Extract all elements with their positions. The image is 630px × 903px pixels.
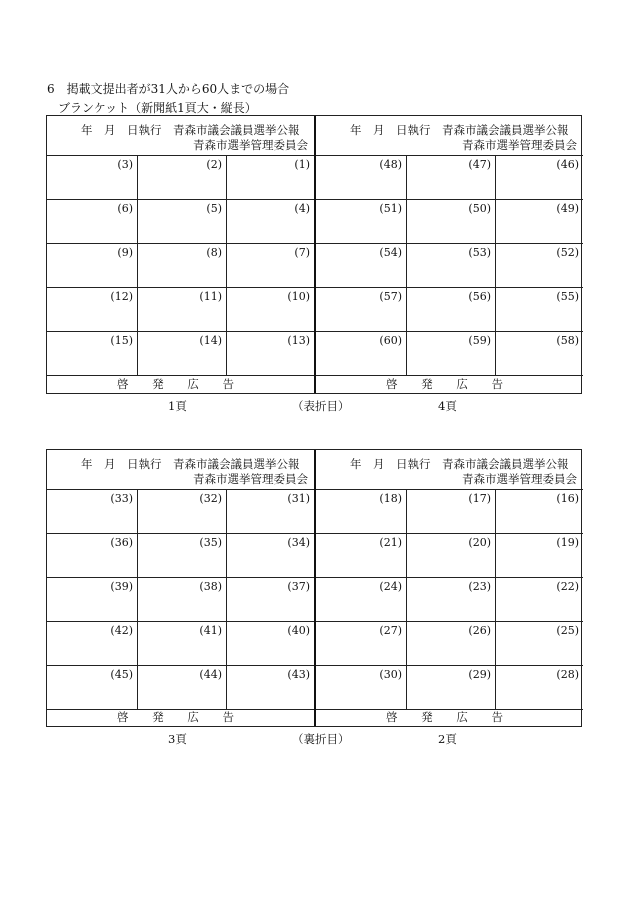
bulletin-header (316, 450, 583, 490)
candidate-slot (47, 155, 137, 199)
candidate-slot (226, 665, 314, 709)
candidate-slot (316, 287, 406, 331)
candidate-slot (495, 621, 583, 665)
half-left (47, 450, 314, 726)
slot-number: (11) (199, 290, 222, 303)
slot-number: (51) (379, 202, 402, 215)
candidate-slot (137, 665, 226, 709)
slot-number: (30) (379, 668, 402, 681)
candidate-slot (495, 199, 583, 243)
slot-number: (44) (199, 668, 222, 681)
slot-grid (47, 155, 314, 376)
bulletin-header (47, 450, 314, 490)
candidate-slot (316, 243, 406, 287)
slot-row (47, 199, 314, 244)
candidate-slot (406, 533, 495, 577)
slot-row (316, 577, 583, 622)
candidate-slot (406, 489, 495, 533)
slot-number: (33) (110, 492, 133, 505)
slot-row (316, 199, 583, 244)
candidate-slot (495, 243, 583, 287)
slot-grid (47, 489, 314, 710)
candidate-slot (226, 199, 314, 243)
page-label-right: 2頁 (438, 732, 457, 746)
slot-number: (46) (556, 158, 579, 171)
header-title: 年 月 日執行 青森市議会議員選挙公報 (350, 457, 569, 471)
slot-row (47, 533, 314, 578)
candidate-slot (316, 665, 406, 709)
candidate-slot (226, 533, 314, 577)
candidate-slot (316, 621, 406, 665)
slot-number: (18) (379, 492, 402, 505)
slot-row (316, 155, 583, 200)
candidate-slot (137, 489, 226, 533)
candidate-slot (226, 489, 314, 533)
slot-row (316, 489, 583, 534)
slot-number: (58) (556, 334, 579, 347)
slot-number: (6) (117, 202, 133, 215)
slot-row (47, 665, 314, 710)
candidate-slot (137, 331, 226, 375)
header-title: 年 月 日執行 青森市議会議員選挙公報 (81, 457, 300, 471)
candidate-slot (406, 665, 495, 709)
slot-row (316, 621, 583, 666)
header-issuer: 青森市選挙管理委員会 (193, 472, 308, 486)
slot-row (47, 243, 314, 288)
slot-row (316, 331, 583, 376)
sheet-back (46, 449, 582, 727)
candidate-slot (406, 243, 495, 287)
candidate-slot (316, 331, 406, 375)
slot-number: (36) (110, 536, 133, 549)
header-issuer: 青森市選挙管理委員会 (462, 472, 577, 486)
public-awareness-ad: 啓 発 広 告 (386, 377, 513, 391)
candidate-slot (495, 665, 583, 709)
candidate-slot (47, 199, 137, 243)
candidate-slot (226, 577, 314, 621)
public-awareness-ad: 啓 発 広 告 (386, 710, 513, 724)
slot-number: (8) (206, 246, 222, 259)
slot-number: (31) (287, 492, 310, 505)
candidate-slot (226, 331, 314, 375)
candidate-slot (137, 155, 226, 199)
fold-label: （裏折目） (292, 732, 350, 746)
candidate-slot (316, 199, 406, 243)
slot-number: (52) (556, 246, 579, 259)
candidate-slot (47, 533, 137, 577)
slot-number: (55) (556, 290, 579, 303)
slot-number: (4) (294, 202, 310, 215)
slot-number: (32) (199, 492, 222, 505)
slot-number: (43) (287, 668, 310, 681)
slot-row (316, 287, 583, 332)
slot-number: (59) (468, 334, 491, 347)
slot-number: (16) (556, 492, 579, 505)
slot-number: (2) (206, 158, 222, 171)
candidate-slot (226, 621, 314, 665)
candidate-slot (316, 577, 406, 621)
candidate-slot (47, 489, 137, 533)
slot-grid (316, 489, 583, 710)
slot-number: (34) (287, 536, 310, 549)
candidate-slot (495, 155, 583, 199)
candidate-slot (226, 243, 314, 287)
bulletin-header (47, 116, 314, 156)
sheet-front (46, 115, 582, 394)
candidate-slot (47, 331, 137, 375)
slot-number: (37) (287, 580, 310, 593)
candidate-slot (316, 155, 406, 199)
slot-row (47, 621, 314, 666)
candidate-slot (137, 287, 226, 331)
candidate-slot (495, 489, 583, 533)
half-left (47, 116, 314, 393)
slot-number: (13) (287, 334, 310, 347)
slot-number: (45) (110, 668, 133, 681)
slot-number: (1) (294, 158, 310, 171)
page-label-left: 1頁 (168, 399, 187, 413)
candidate-slot (226, 155, 314, 199)
candidate-slot (406, 199, 495, 243)
slot-number: (50) (468, 202, 491, 215)
candidate-slot (137, 243, 226, 287)
half-right (316, 450, 583, 726)
slot-number: (57) (379, 290, 402, 303)
slot-number: (27) (379, 624, 402, 637)
slot-number: (21) (379, 536, 402, 549)
slot-number: (38) (199, 580, 222, 593)
candidate-slot (406, 331, 495, 375)
candidate-slot (47, 665, 137, 709)
header-issuer: 青森市選挙管理委員会 (193, 138, 308, 152)
slot-number: (28) (556, 668, 579, 681)
slot-number: (9) (117, 246, 133, 259)
slot-row (47, 489, 314, 534)
candidate-slot (47, 287, 137, 331)
slot-number: (41) (199, 624, 222, 637)
slot-number: (60) (379, 334, 402, 347)
slot-number: (42) (110, 624, 133, 637)
slot-number: (53) (468, 246, 491, 259)
slot-number: (26) (468, 624, 491, 637)
slot-number: (25) (556, 624, 579, 637)
slot-number: (3) (117, 158, 133, 171)
header-issuer: 青森市選挙管理委員会 (462, 138, 577, 152)
candidate-slot (47, 621, 137, 665)
slot-number: (23) (468, 580, 491, 593)
slot-number: (40) (287, 624, 310, 637)
public-awareness-ad: 啓 発 広 告 (117, 710, 244, 724)
slot-number: (5) (206, 202, 222, 215)
slot-row (316, 533, 583, 578)
page-label-right: 4頁 (438, 399, 457, 413)
slot-row (47, 331, 314, 376)
candidate-slot (137, 621, 226, 665)
slot-row (47, 577, 314, 622)
slot-number: (35) (199, 536, 222, 549)
candidate-slot (406, 577, 495, 621)
candidate-slot (137, 199, 226, 243)
page-label-left: 3頁 (168, 732, 187, 746)
slot-number: (20) (468, 536, 491, 549)
slot-row (316, 243, 583, 288)
slot-number: (17) (468, 492, 491, 505)
slot-number: (10) (287, 290, 310, 303)
slot-row (316, 665, 583, 710)
public-awareness-ad: 啓 発 広 告 (117, 377, 244, 391)
candidate-slot (495, 287, 583, 331)
candidate-slot (316, 533, 406, 577)
slot-number: (14) (199, 334, 222, 347)
half-right (316, 116, 583, 393)
candidate-slot (137, 533, 226, 577)
slot-number: (19) (556, 536, 579, 549)
slot-number: (29) (468, 668, 491, 681)
slot-number: (48) (379, 158, 402, 171)
candidate-slot (495, 533, 583, 577)
slot-number: (54) (379, 246, 402, 259)
header-title: 年 月 日執行 青森市議会議員選挙公報 (81, 123, 300, 137)
section-heading: 6 掲載文提出者が31人から60人までの場合 (47, 82, 290, 96)
slot-number: (22) (556, 580, 579, 593)
header-title: 年 月 日執行 青森市議会議員選挙公報 (350, 123, 569, 137)
slot-number: (56) (468, 290, 491, 303)
slot-row (47, 287, 314, 332)
bulletin-header (316, 116, 583, 156)
slot-grid (316, 155, 583, 376)
candidate-slot (316, 489, 406, 533)
slot-row (47, 155, 314, 200)
slot-number: (7) (294, 246, 310, 259)
slot-number: (47) (468, 158, 491, 171)
slot-number: (12) (110, 290, 133, 303)
slot-number: (49) (556, 202, 579, 215)
slot-number: (39) (110, 580, 133, 593)
candidate-slot (226, 287, 314, 331)
layout-subheading: ブランケット（新聞紙1頁大・縦長） (58, 101, 257, 115)
candidate-slot (495, 577, 583, 621)
slot-number: (15) (110, 334, 133, 347)
candidate-slot (495, 331, 583, 375)
candidate-slot (406, 155, 495, 199)
candidate-slot (406, 621, 495, 665)
slot-number: (24) (379, 580, 402, 593)
candidate-slot (47, 577, 137, 621)
candidate-slot (406, 287, 495, 331)
fold-label: （表折目） (292, 399, 350, 413)
candidate-slot (47, 243, 137, 287)
candidate-slot (137, 577, 226, 621)
